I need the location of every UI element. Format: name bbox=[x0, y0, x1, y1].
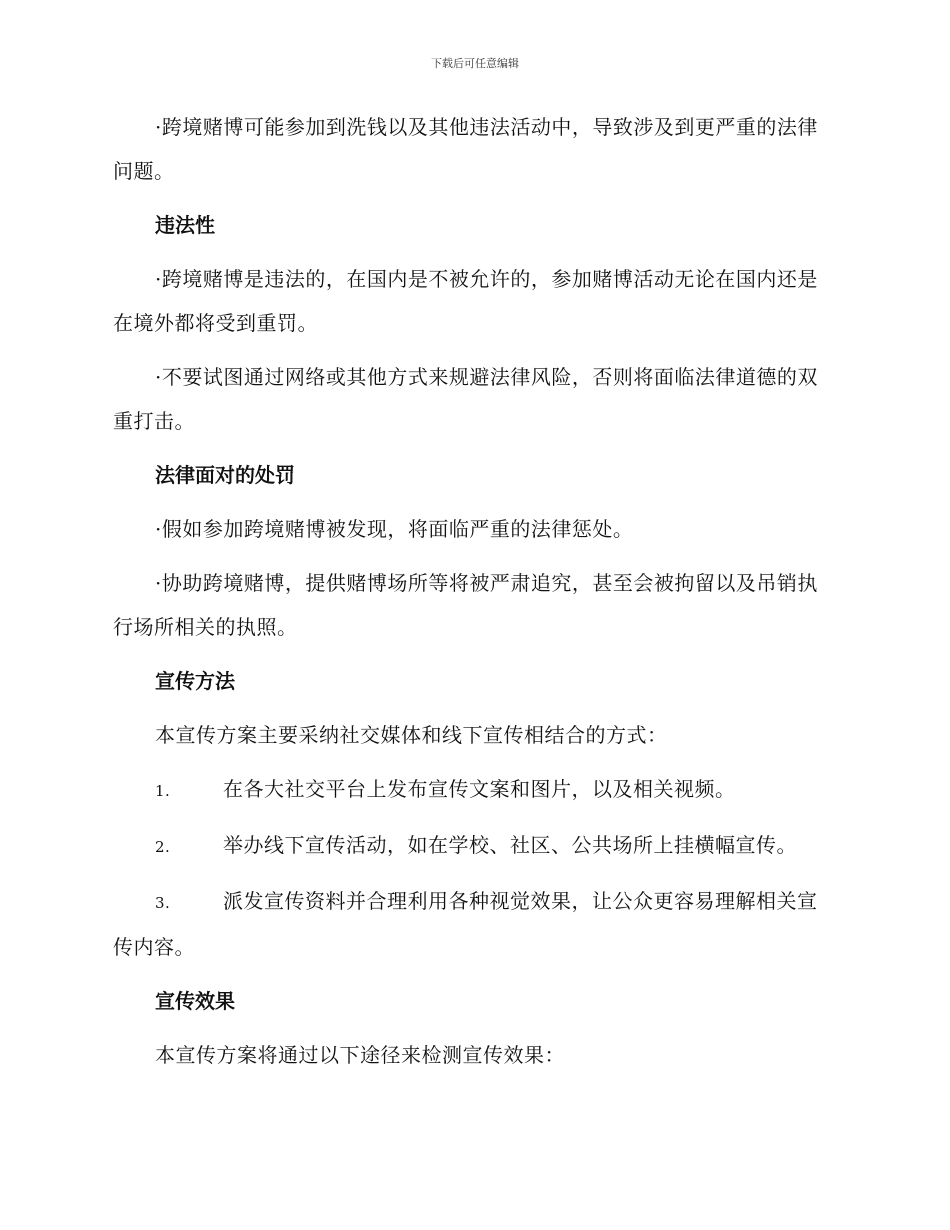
page-header: 下载后可任意编辑 bbox=[431, 57, 519, 70]
list-item bbox=[113, 879, 835, 969]
list-text: 派发宣传资料并合理利用各种视觉效果，让公众更容易理解相关宣传内容。 bbox=[113, 889, 818, 959]
list-number: 2. bbox=[155, 838, 171, 856]
paragraph-money-laundering: ·跨境赌博可能参加到洗钱以及其他违法活动中，导致涉及到更严重的法律问题。 bbox=[113, 115, 818, 183]
heading-promotion-effects: 宣传效果 bbox=[155, 989, 235, 1013]
list-text: 举办线下宣传活动，如在学校、社区、公共场所上挂横幅宣传。 bbox=[223, 833, 797, 857]
list-item bbox=[113, 823, 835, 869]
heading-legal-penalties: 法律面对的处罚 bbox=[155, 463, 295, 487]
paragraph-avoid-evasion: ·不要试图通过网络或其他方式来规避法律风险，否则将面临法律道德的双重打击。 bbox=[113, 365, 818, 433]
heading-promotion-methods: 宣传方法 bbox=[155, 669, 235, 693]
paragraph-punishment: ·假如参加跨境赌博被发现，将面临严重的法律惩处。 bbox=[155, 517, 634, 541]
heading-illegality: 违法性 bbox=[155, 213, 215, 237]
paragraph-methods-intro: 本宣传方案主要采纳社交媒体和线下宣传相结合的方式： bbox=[155, 723, 668, 747]
list-number: 3. bbox=[155, 894, 171, 912]
paragraph-illegal-domestic: ·跨境赌博是违法的，在国内是不被允许的，参加赌博活动无论在国内还是在境外都将受到重罚。 bbox=[113, 267, 818, 335]
list-item bbox=[113, 767, 835, 813]
paragraph-assisting: ·协助跨境赌博，提供赌博场所等将被严肃追究，甚至会被拘留以及吊销执行场所相关的执照。 bbox=[113, 571, 818, 639]
list-text: 在各大社交平台上发布宣传文案和图片，以及相关视频。 bbox=[223, 777, 736, 801]
list-number: 1. bbox=[155, 782, 171, 800]
paragraph-effects-intro: 本宣传方案将通过以下途径来检测宣传效果： bbox=[155, 1043, 565, 1067]
document-body bbox=[113, 105, 835, 1087]
